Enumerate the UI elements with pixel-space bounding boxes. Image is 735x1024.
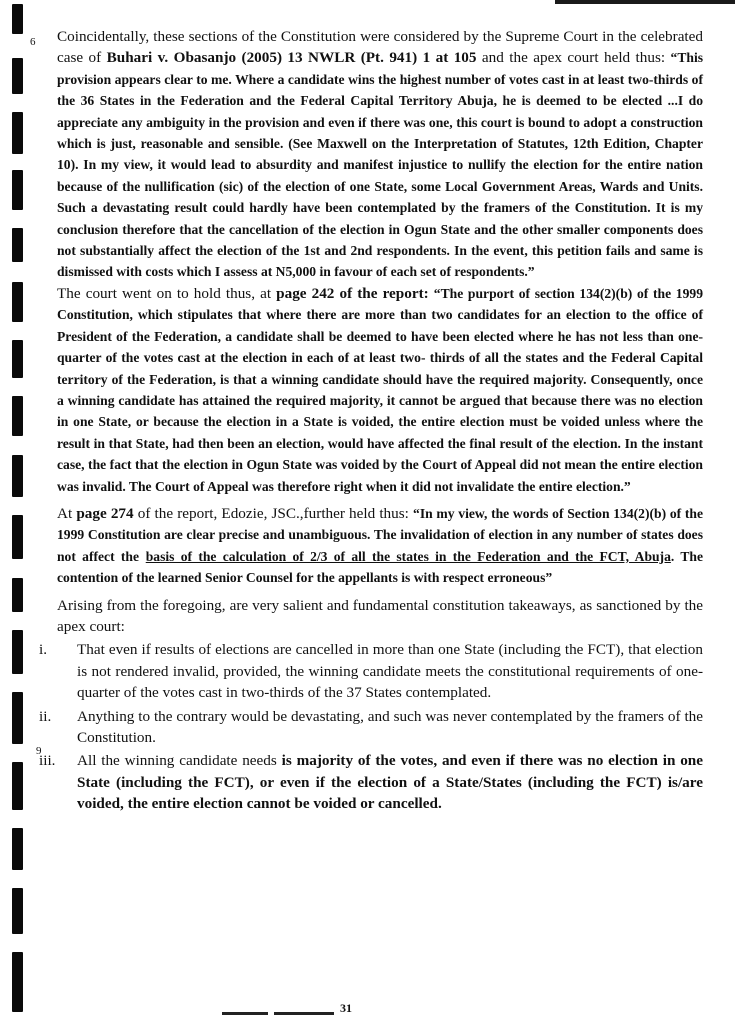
- list-item-text: Anything to the contrary would be devastating, and such was never contemplated by the framers of the Constitution.: [77, 707, 703, 746]
- list-number: i.: [39, 641, 48, 659]
- list-item-text-bold: or even if the election of a State/States (including the FCT) is/are voided, the entire election cannot be voided or cancelled.: [77, 773, 703, 813]
- list-item: [39, 706, 703, 749]
- court-quote: . The contention of the learned Senior Counsel for the appellants is with respect erroneous”: [57, 548, 703, 586]
- list-item-text-bold: is majority of the votes, and even if there was no election in one State (including the FCT),: [77, 752, 703, 791]
- margin-number: 9: [36, 745, 42, 757]
- margin-number: 6: [30, 36, 36, 48]
- court-quote: “In my view, the words of Section 134(2)(b) of the 1999 Constitution are clear precise and unambiguous. The invalidation of election in any number of states does not affect the: [57, 505, 704, 564]
- para-text: At: [57, 504, 73, 522]
- para-text: of the report, Edozie, JSC.,further held thus:: [137, 504, 409, 522]
- paragraph-page-242: [57, 283, 703, 497]
- page-number: 31: [340, 1001, 352, 1015]
- para-text: and the apex court held thus:: [481, 49, 666, 67]
- list-item: [39, 750, 703, 814]
- paragraph-buhari: [57, 26, 703, 283]
- para-text: Coincidentally, these sections of the Constitution were considered by the Supreme Court in the celebrated case of: [57, 28, 703, 67]
- list-item-text: That even if results of elections are cancelled in more than one State (including the FCT), that election is not rendered invalid, provided, the winning candidate meets the constitutional requirements of one-quarter of the votes cast in two-thirds of the 37 States contemplated.: [77, 641, 703, 702]
- document-page: [39, 26, 704, 817]
- page-reference: page 274: [76, 504, 134, 522]
- underlined-quote: basis of the calculation of 2/3 of all the states in the Federation and the FCT, Abuja: [145, 548, 671, 564]
- list-item-text: [77, 752, 703, 812]
- court-quote: “This provision appears clear to me. Where a candidate wins the highest number of votes cast in at least two-thirds of the 36 States in the Federation and the Federal Capital Territory Abuja, he is deemed to be elected ...I do appreciate any ambiguity in the provision and even if there was one, this court is bound to adopt a construction which is just, reasonable and sensible. (See Maxwell on the Interpretation of Statutes, 12th Edition, Chapter 10). In my view, it would lead to absurdity and manifest injustice to nullify the election for the entire nation because of the nullification (sic) of the election of one State, some Local Government Areas, Wards and Units. Such a devastating result could hardly have been contemplated by the framers of the Constitution. It is my conclusion therefore that the cancellation of the election in Ogun State and the other smaller components does not substantially affect the election of the 1st and 2nd respondents. In the event, this petition fails and same is dismissed with costs which I assess at N5,000 in favour of each set of respondents.”: [57, 50, 704, 280]
- takeaways-list: [39, 639, 703, 814]
- binding-edge: [0, 0, 34, 1024]
- paragraph-page-274: [57, 503, 703, 589]
- page-reference: page 242 of the report:: [276, 284, 429, 302]
- paragraph-takeaways: Arising from the foregoing, are very salient and fundamental constitution takeaways, as sanctioned by the apex court:: [57, 596, 703, 635]
- list-number: iii.: [39, 752, 56, 770]
- list-item: [39, 639, 703, 703]
- footer: [222, 1001, 382, 1017]
- court-quote: “The purport of section 134(2)(b) of the 1999 Constitution, which stipulates that where there are more than two candidates for an election to the office of President of the Federation, a candidate shall be deemed to have been elected where he has not less than one-quarter of the votes cast at the election in each of at least two- thirds of all the states and the Federal Capital territory of the Federation, is that a winning candidate should have the required majority. Consequently, once a winning candidate has attained the required majority, it cannot be argued that because there was no election in one State, or because the election in a State is voided, the entire election must be voided unless where the result in that State, had then been an election, would have affected the final result of the election. In the instant case, the fact that the election in Ogun State was voided by the Court of Appeal did not mean the entire election was invalid. The Court of Appeal was therefore right when it did not invalidate the entire election.”: [57, 285, 703, 494]
- para-text: The court went on to hold thus, at: [57, 284, 272, 302]
- list-item-text-part: All the winning candidate needs: [77, 752, 277, 770]
- scan-corner-shadow: [555, 0, 735, 12]
- case-citation: Buhari v. Obasanjo (2005) 13 NWLR (Pt. 941) 1 at 105: [106, 49, 477, 67]
- list-number: ii.: [39, 707, 52, 725]
